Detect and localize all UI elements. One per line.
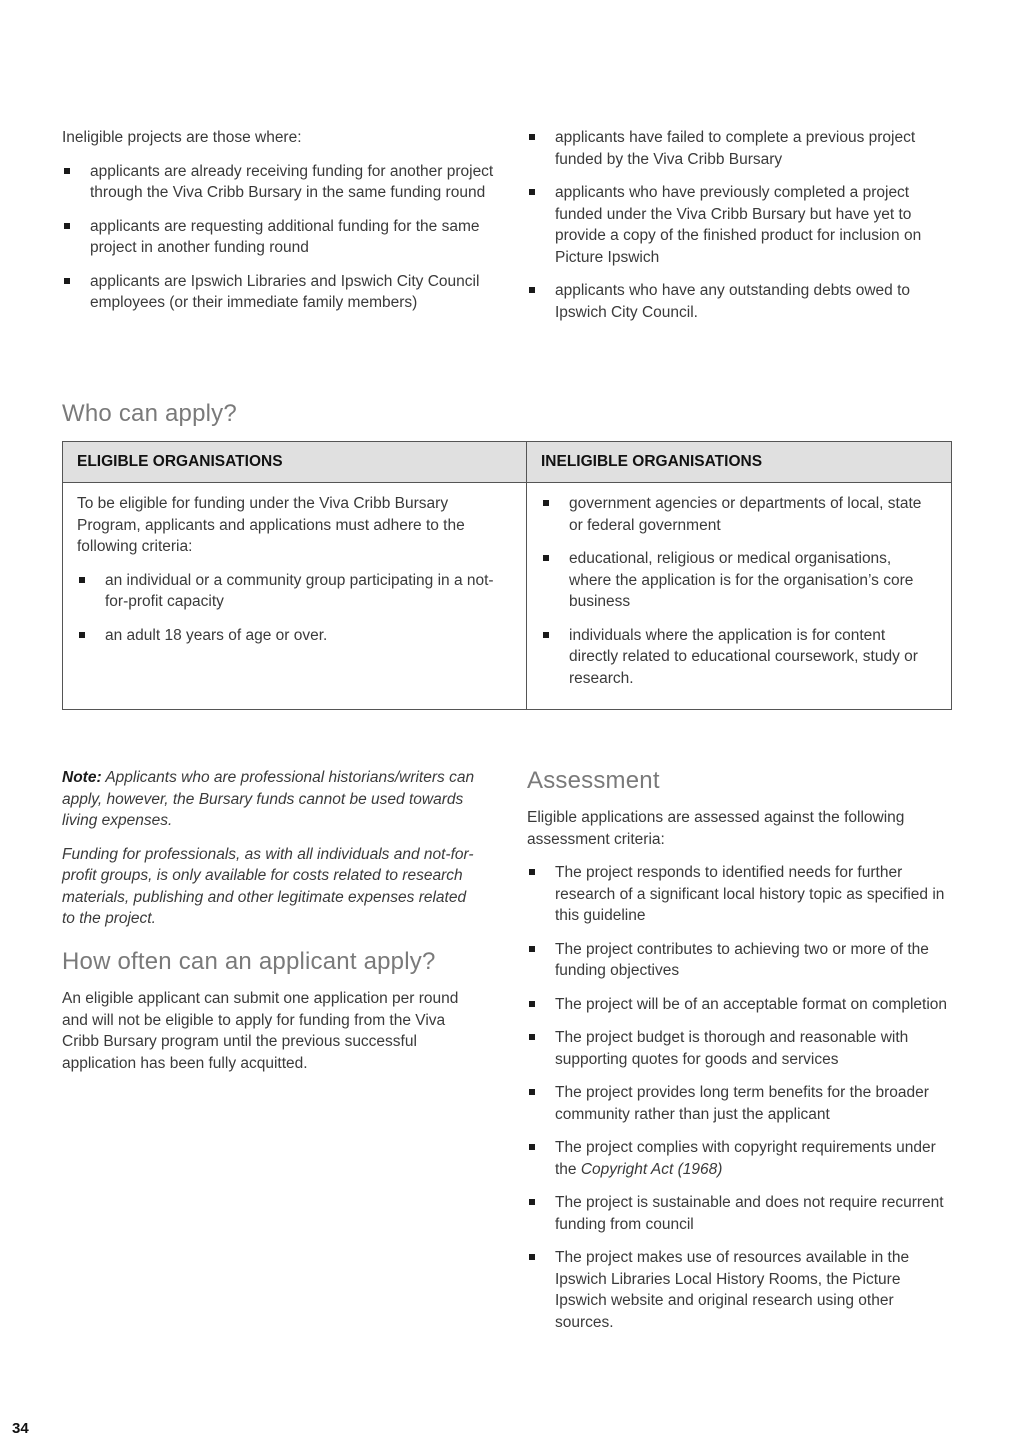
list-item: The project will be of an acceptable format on completion xyxy=(527,994,951,1016)
list-item: applicants who have any outstanding debts owed to Ipswich City Council. xyxy=(527,280,951,323)
assessment-section xyxy=(527,807,951,1345)
ineligible-projects-left xyxy=(62,127,502,326)
note-paragraph-2: Funding for professionals, as with all individuals and not-for-profit groups, is only available for costs related to research materials, publishing and other legitimate expenses related to the project. xyxy=(62,845,474,927)
ineligible-organisations-list xyxy=(541,493,937,689)
list-item: an adult 18 years of age or over. xyxy=(77,625,512,647)
ineligible-organisations-cell xyxy=(527,483,952,710)
eligible-criteria-list xyxy=(77,570,512,647)
ineligible-projects-list-left xyxy=(62,161,502,314)
list-item: applicants are Ipswich Libraries and Ipswich City Council employees (or their immediate family members) xyxy=(62,271,502,314)
eligible-organisations-header: ELIGIBLE ORGANISATIONS xyxy=(63,442,527,483)
assessment-heading: Assessment xyxy=(527,767,660,794)
note-label: Note: xyxy=(62,769,102,786)
ineligible-projects-right xyxy=(527,127,951,335)
how-often-text: An eligible applicant can submit one application per round and will not be eligible to apply for funding from the Viva Cribb Bursary program until the previous successful application has been fully acquitted. xyxy=(62,990,459,1072)
page-number: 34 xyxy=(12,1420,29,1437)
ineligible-projects-list-right xyxy=(527,127,951,323)
list-item xyxy=(527,1137,951,1180)
eligible-organisations-cell xyxy=(63,483,527,710)
note-text: Applicants who are professional historians/writers can apply, however, the Bursary funds cannot be used towards living expenses. xyxy=(62,769,475,829)
eligible-intro: To be eligible for funding under the Viva Cribb Bursary Program, applicants and applications must adhere to the following criteria: xyxy=(77,495,465,555)
list-item: applicants are requesting additional funding for the same project in another funding round xyxy=(62,216,502,259)
table-header-row xyxy=(63,442,952,483)
list-item: individuals where the application is for content directly related to educational coursework, study or research. xyxy=(541,625,937,690)
list-item: The project budget is thorough and reasonable with supporting quotes for goods and services xyxy=(527,1027,951,1070)
table-row xyxy=(63,483,952,710)
list-item: applicants who have previously completed a project funded under the Viva Cribb Bursary but have yet to provide a copy of the finished product for inclusion on Picture Ipswich xyxy=(527,182,951,268)
list-item: The project is sustainable and does not require recurrent funding from council xyxy=(527,1192,951,1235)
list-item: The project makes use of resources available in the Ipswich Libraries Local History Rooms, the Picture Ipswich website and original research using other sources. xyxy=(527,1247,951,1333)
copyright-act: Copyright Act (1968) xyxy=(580,1160,723,1178)
list-item: The project responds to identified needs for further research of a significant local history topic as specified in this guideline xyxy=(527,862,951,927)
assessment-criteria-list xyxy=(527,862,951,1333)
professionals-note xyxy=(62,767,482,930)
ineligible-organisations-header: INELIGIBLE ORGANISATIONS xyxy=(527,442,952,483)
list-item: applicants are already receiving funding for another project through the Viva Cribb Bursary in the same funding round xyxy=(62,161,502,204)
list-item: applicants have failed to complete a previous project funded by the Viva Cribb Bursary xyxy=(527,127,951,170)
organisations-table xyxy=(62,441,952,710)
list-item: The project contributes to achieving two or more of the funding objectives xyxy=(527,939,951,982)
list-item: The project provides long term benefits for the broader community rather than just the applicant xyxy=(527,1082,951,1125)
note-paragraph xyxy=(62,767,482,832)
list-item: an individual or a community group participating in a not-for-profit capacity xyxy=(77,570,512,613)
who-can-apply-heading: Who can apply? xyxy=(62,400,237,427)
copyright-text: The project complies with copyright requirements under the xyxy=(555,1139,936,1178)
how-often-heading: How often can an applicant apply? xyxy=(62,948,436,975)
ineligible-projects-lead: Ineligible projects are those where: xyxy=(62,129,302,146)
list-item: government agencies or departments of local, state or federal government xyxy=(541,493,937,536)
list-item: educational, religious or medical organisations, where the application is for the organisation’s core business xyxy=(541,548,937,613)
assessment-intro: Eligible applications are assessed against the following assessment criteria: xyxy=(527,809,905,848)
